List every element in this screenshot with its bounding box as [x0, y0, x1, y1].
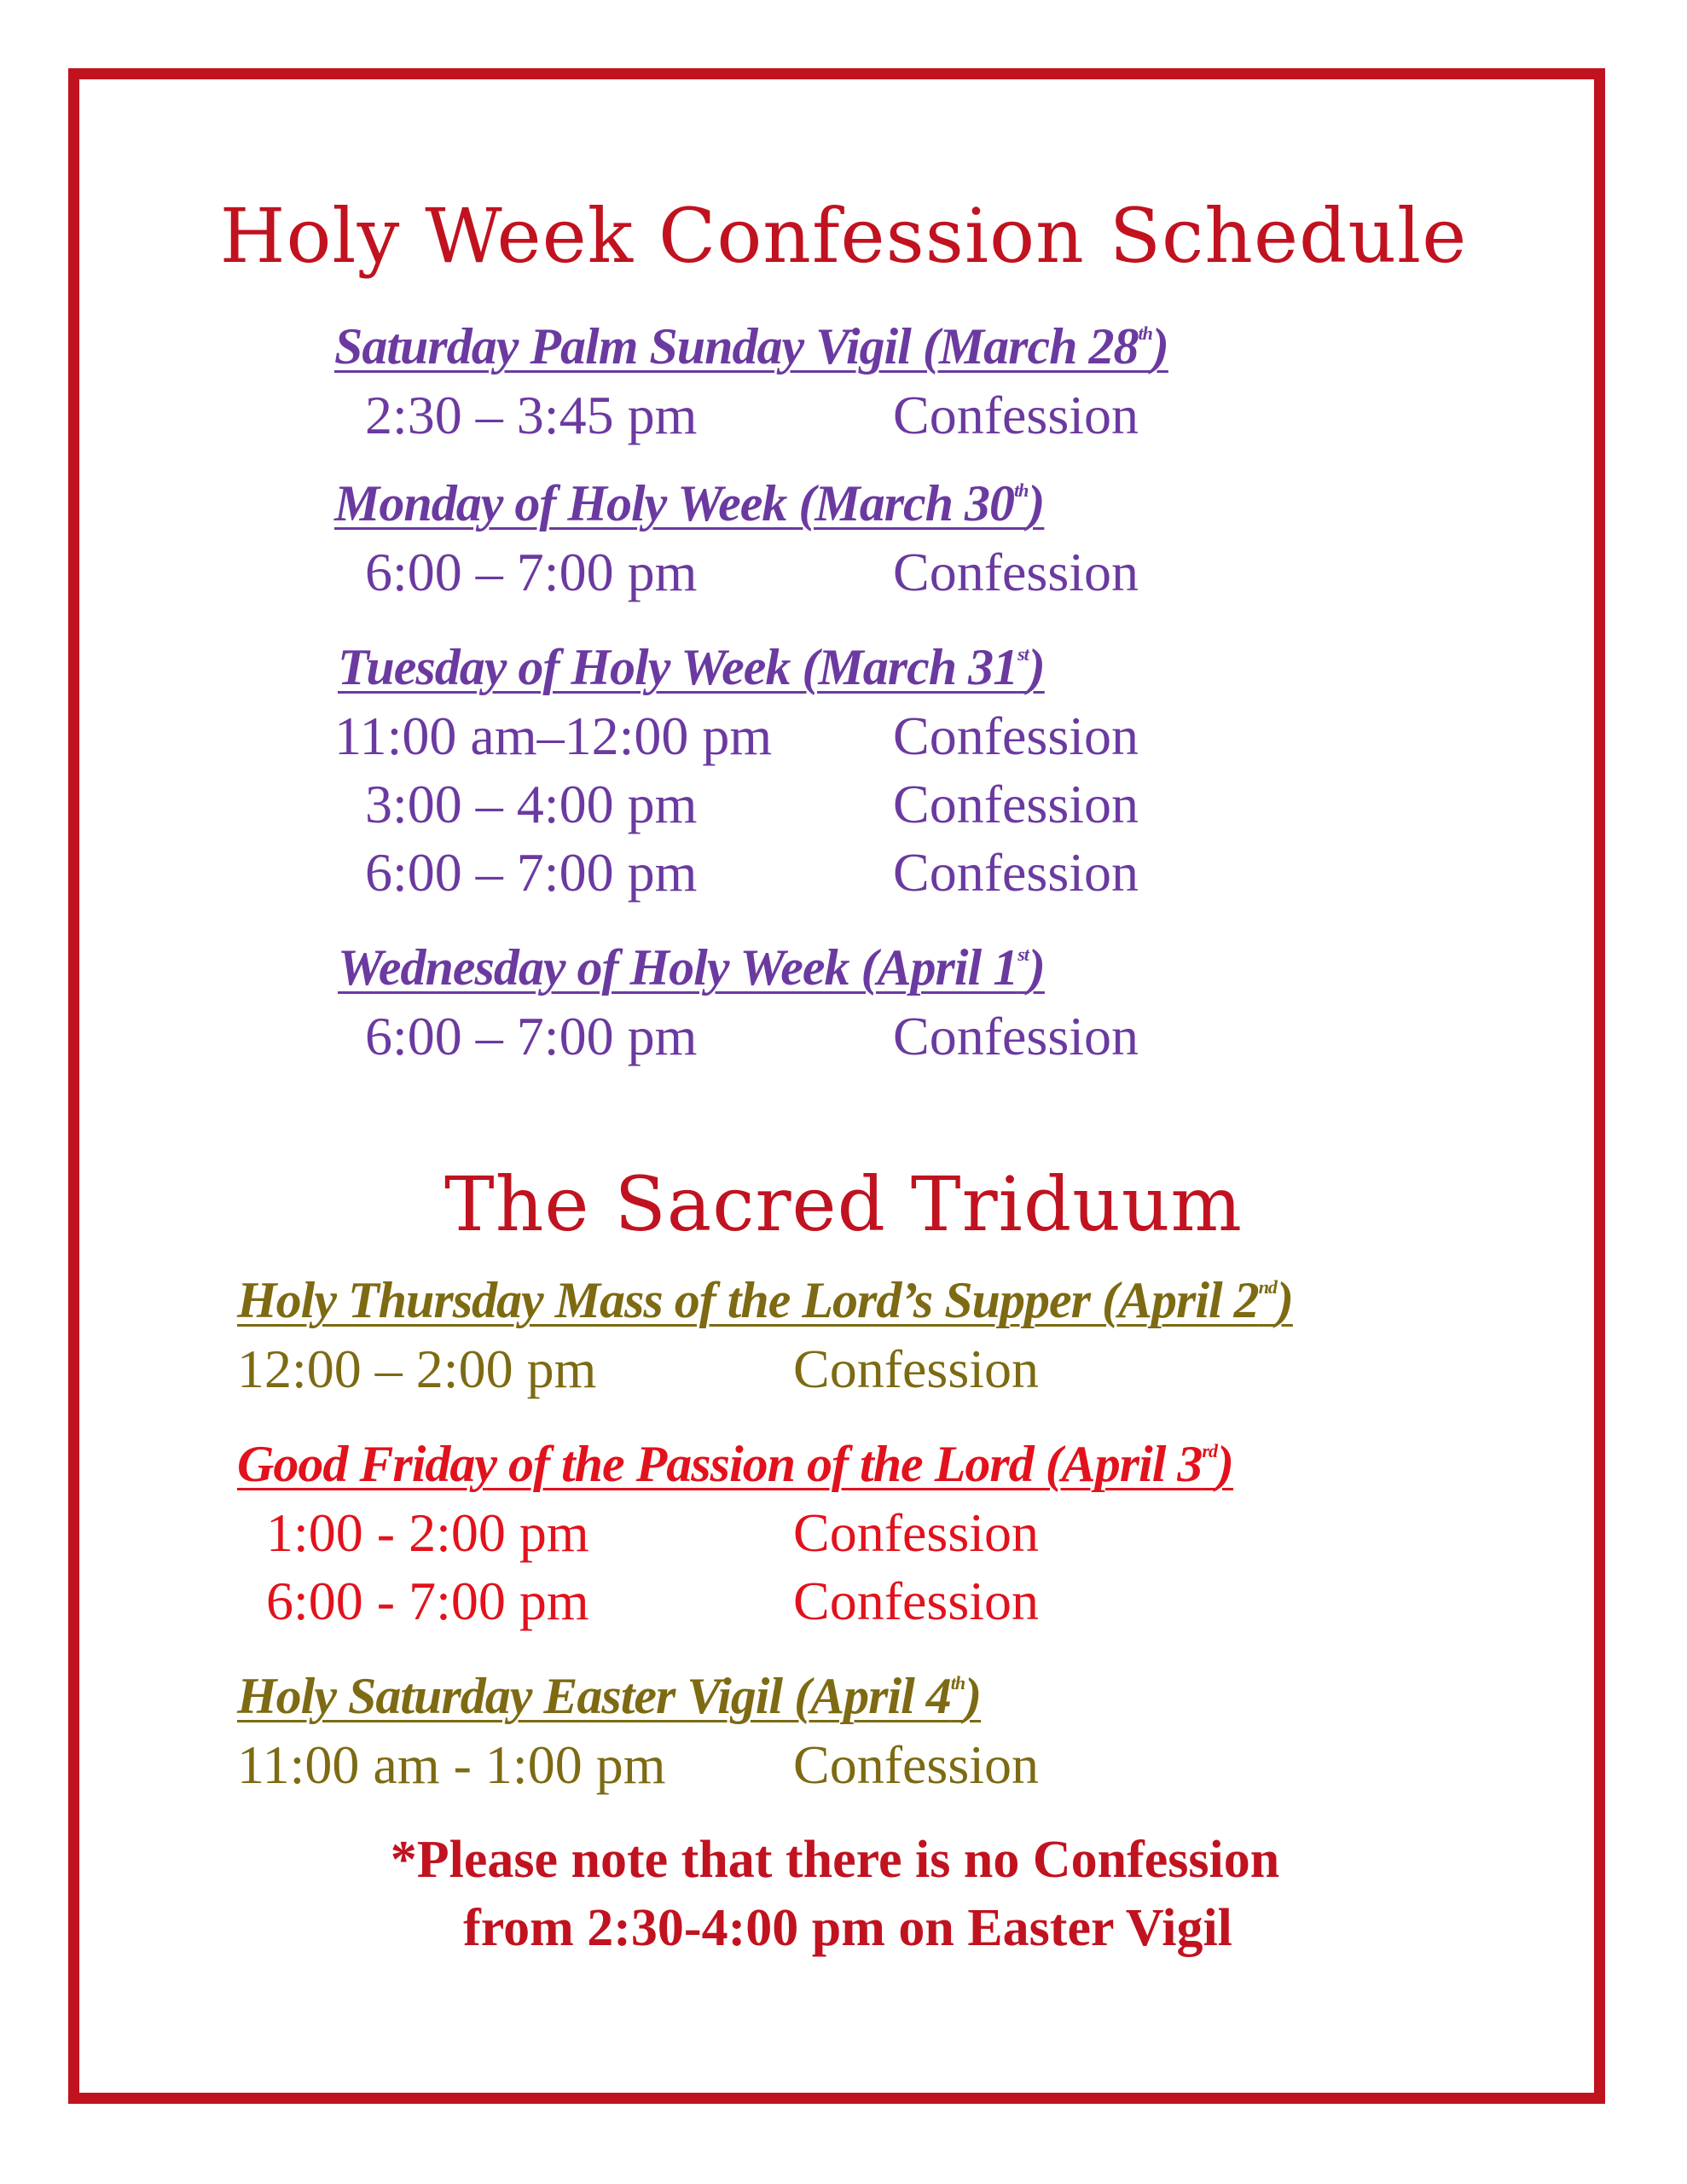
section-heading-holy-thursday: Holy Thursday Mass of the Lord’s Supper (April 2nd) [237, 1272, 1293, 1328]
time-slot: 6:00 – 7:00 pm [365, 542, 698, 602]
time-slot: 11:00 am - 1:00 pm [237, 1734, 666, 1795]
slot-label: Confession [893, 542, 1139, 602]
section-heading-wednesday: Wednesday of Holy Week (April 1st) [338, 939, 1045, 996]
time-slot: 2:30 – 3:45 pm [365, 385, 698, 445]
slot-label: Confession [793, 1734, 1039, 1795]
page-title: Holy Week Confession Schedule [219, 192, 1468, 280]
slot-label: Confession [893, 706, 1139, 766]
slot-label: Confession [893, 385, 1139, 445]
slot-label: Confession [893, 1006, 1139, 1066]
time-slot: 3:00 – 4:00 pm [365, 774, 698, 834]
time-slot: 6:00 – 7:00 pm [365, 1006, 698, 1066]
section-heading-monday: Monday of Holy Week (March 30th) [334, 475, 1045, 531]
slot-label: Confession [793, 1339, 1039, 1399]
section-heading-good-friday: Good Friday of the Passion of the Lord (April 3rd) [237, 1436, 1233, 1492]
note-line: *Please note that there is no Confession [390, 1831, 1280, 1889]
time-slot: 6:00 – 7:00 pm [365, 842, 698, 903]
section-title-triduum: The Sacred Triduum [444, 1160, 1243, 1248]
slot-label: Confession [793, 1502, 1039, 1563]
section-heading-saturday: Saturday Palm Sunday Vigil (March 28th) [334, 318, 1168, 375]
note-line: from 2:30-4:00 pm on Easter Vigil [463, 1899, 1232, 1957]
slot-label: Confession [893, 842, 1139, 903]
section-heading-holy-saturday: Holy Saturday Easter Vigil (April 4th) [237, 1668, 982, 1724]
time-slot: 6:00 - 7:00 pm [266, 1571, 589, 1631]
time-slot: 12:00 – 2:00 pm [237, 1339, 597, 1399]
time-slot: 11:00 am–12:00 pm [334, 706, 773, 766]
slot-label: Confession [793, 1571, 1039, 1631]
section-heading-tuesday: Tuesday of Holy Week (March 31st) [338, 639, 1045, 695]
slot-label: Confession [893, 774, 1139, 834]
time-slot: 1:00 - 2:00 pm [266, 1502, 589, 1563]
schedule-note [0, 1826, 1687, 1962]
